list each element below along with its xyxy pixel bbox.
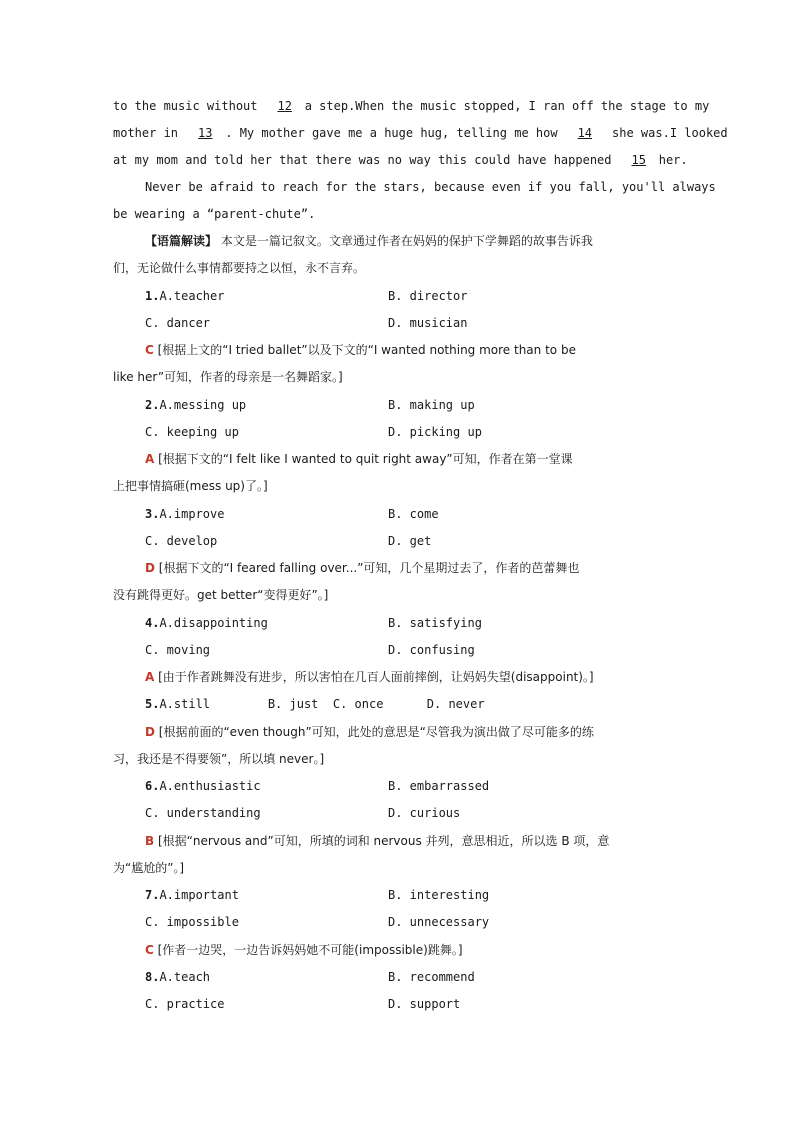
q6-explanation-2: 为“尴尬的”。]	[113, 861, 185, 875]
q6-explanation-1: B [根据“nervous and”可知，所填的词和 nervous 并列，意思相近，所以选 B 项，意	[145, 834, 610, 848]
q8-option-b: B. recommend	[388, 970, 475, 984]
passage-text: her.	[658, 153, 688, 167]
passage-line-3	[113, 152, 688, 168]
q3-option-b: B. come	[388, 507, 439, 521]
q4-option-d: D. confusing	[388, 643, 475, 657]
q6-option-a: 6.A.enthusiastic	[145, 779, 261, 793]
q2-option-b: B. making up	[388, 398, 475, 412]
q3-option-a: 3.A.improve	[145, 507, 225, 521]
q8-option-d: D. support	[388, 997, 461, 1011]
passage-text: mother in	[113, 126, 186, 140]
q2-answer: A	[145, 452, 155, 466]
q1-explanation-1: C [根据上文的“I tried ballet”以及下文的“I wanted nothing more than to be	[145, 343, 576, 357]
q4-option-b: B. satisfying	[388, 616, 482, 630]
q2-option-d: D. picking up	[388, 425, 482, 439]
passage-line-4: Never be afraid to reach for the stars, because even if you fall, you'll always	[145, 180, 716, 194]
q2-option-c: C. keeping up	[145, 425, 239, 439]
blank-12: 12	[277, 99, 292, 113]
q6-option-b: B. embarrassed	[388, 779, 490, 793]
blank-15: 15	[631, 153, 646, 167]
passage-line-1	[113, 98, 709, 114]
q4-option-c: C. moving	[145, 643, 211, 657]
q6-option-d: D. curious	[388, 806, 461, 820]
q7-option-b: B. interesting	[388, 888, 490, 902]
q7-option-c: C. impossible	[145, 915, 239, 929]
q5-options: 5.A.still B. just C. once D. never	[145, 697, 485, 711]
q5-explanation-2: 习，我还是不得要领”，所以填 never。]	[113, 752, 325, 766]
analysis-label: 【语篇解读】	[145, 234, 218, 248]
q7-option-d: D. unnecessary	[388, 915, 490, 929]
passage-text: a step.When the music stopped, I ran off the stage to my	[304, 99, 710, 113]
q2-explanation-2: 上把事情搞砸(mess up)了。]	[113, 479, 268, 493]
q2-explanation-1: A [根据下文的“I felt like I wanted to quit right away”可知，作者在第一堂课	[145, 452, 573, 466]
q2-option-a: 2.A.messing up	[145, 398, 247, 412]
q1-option-b: B. director	[388, 289, 468, 303]
q3-option-d: D. get	[388, 534, 432, 548]
passage-line-5: be wearing a “parent-chute”.	[113, 207, 316, 221]
q5-explanation-1: D [根据前面的“even though”可知，此处的意思是“尽管我为演出做了尽可能多的练	[145, 725, 594, 739]
q1-option-a: 1.A.teacher	[145, 289, 225, 303]
passage-text: at my mom and told her that there was no way this could have happened	[113, 153, 619, 167]
passage-text: she was.I looked	[604, 126, 728, 140]
passage-line-2	[113, 125, 728, 141]
q3-explanation-2: 没有跳得更好。get better“变得更好”。]	[113, 588, 329, 602]
q7-explanation-1: C [作者一边哭，一边告诉妈妈她不可能(impossible)跳舞。]	[145, 943, 463, 957]
q3-option-c: C. develop	[145, 534, 218, 548]
q1-option-d: D. musician	[388, 316, 468, 330]
q5-answer: D	[145, 725, 155, 739]
analysis-line-1	[145, 233, 593, 249]
q1-answer: C	[145, 343, 154, 357]
q4-option-a: 4.A.disappointing	[145, 616, 268, 630]
q7-option-a: 7.A.important	[145, 888, 239, 902]
q3-answer: D	[145, 561, 155, 575]
passage-text: . My mother gave me a huge hug, telling me how	[225, 126, 565, 140]
q1-option-c: C. dancer	[145, 316, 211, 330]
q4-explanation-1: A [由于作者跳舞没有进步，所以害怕在几百人面前摔倒，让妈妈失望(disappoint)。]	[145, 670, 594, 684]
q8-option-c: C. practice	[145, 997, 225, 1011]
blank-13: 13	[198, 126, 213, 140]
passage-text: to the music without	[113, 99, 265, 113]
q6-answer: B	[145, 834, 155, 848]
blank-14: 14	[577, 126, 593, 140]
q1-explanation-2: like her”可知，作者的母亲是一名舞蹈家。]	[113, 370, 343, 384]
q8-option-a: 8.A.teach	[145, 970, 211, 984]
q7-answer: C	[145, 943, 154, 957]
q4-answer: A	[145, 670, 155, 684]
analysis-line-2: 们，无论做什么事情都要持之以恒，永不言弃。	[113, 261, 366, 275]
analysis-text: 本文是一篇记叙文。文章通过作者在妈妈的保护下学舞蹈的故事告诉我	[217, 234, 593, 248]
q6-option-c: C. understanding	[145, 806, 261, 820]
q3-explanation-1: D [根据下文的“I feared falling over...”可知，几个星期过去了，作者的芭蕾舞也	[145, 561, 580, 575]
